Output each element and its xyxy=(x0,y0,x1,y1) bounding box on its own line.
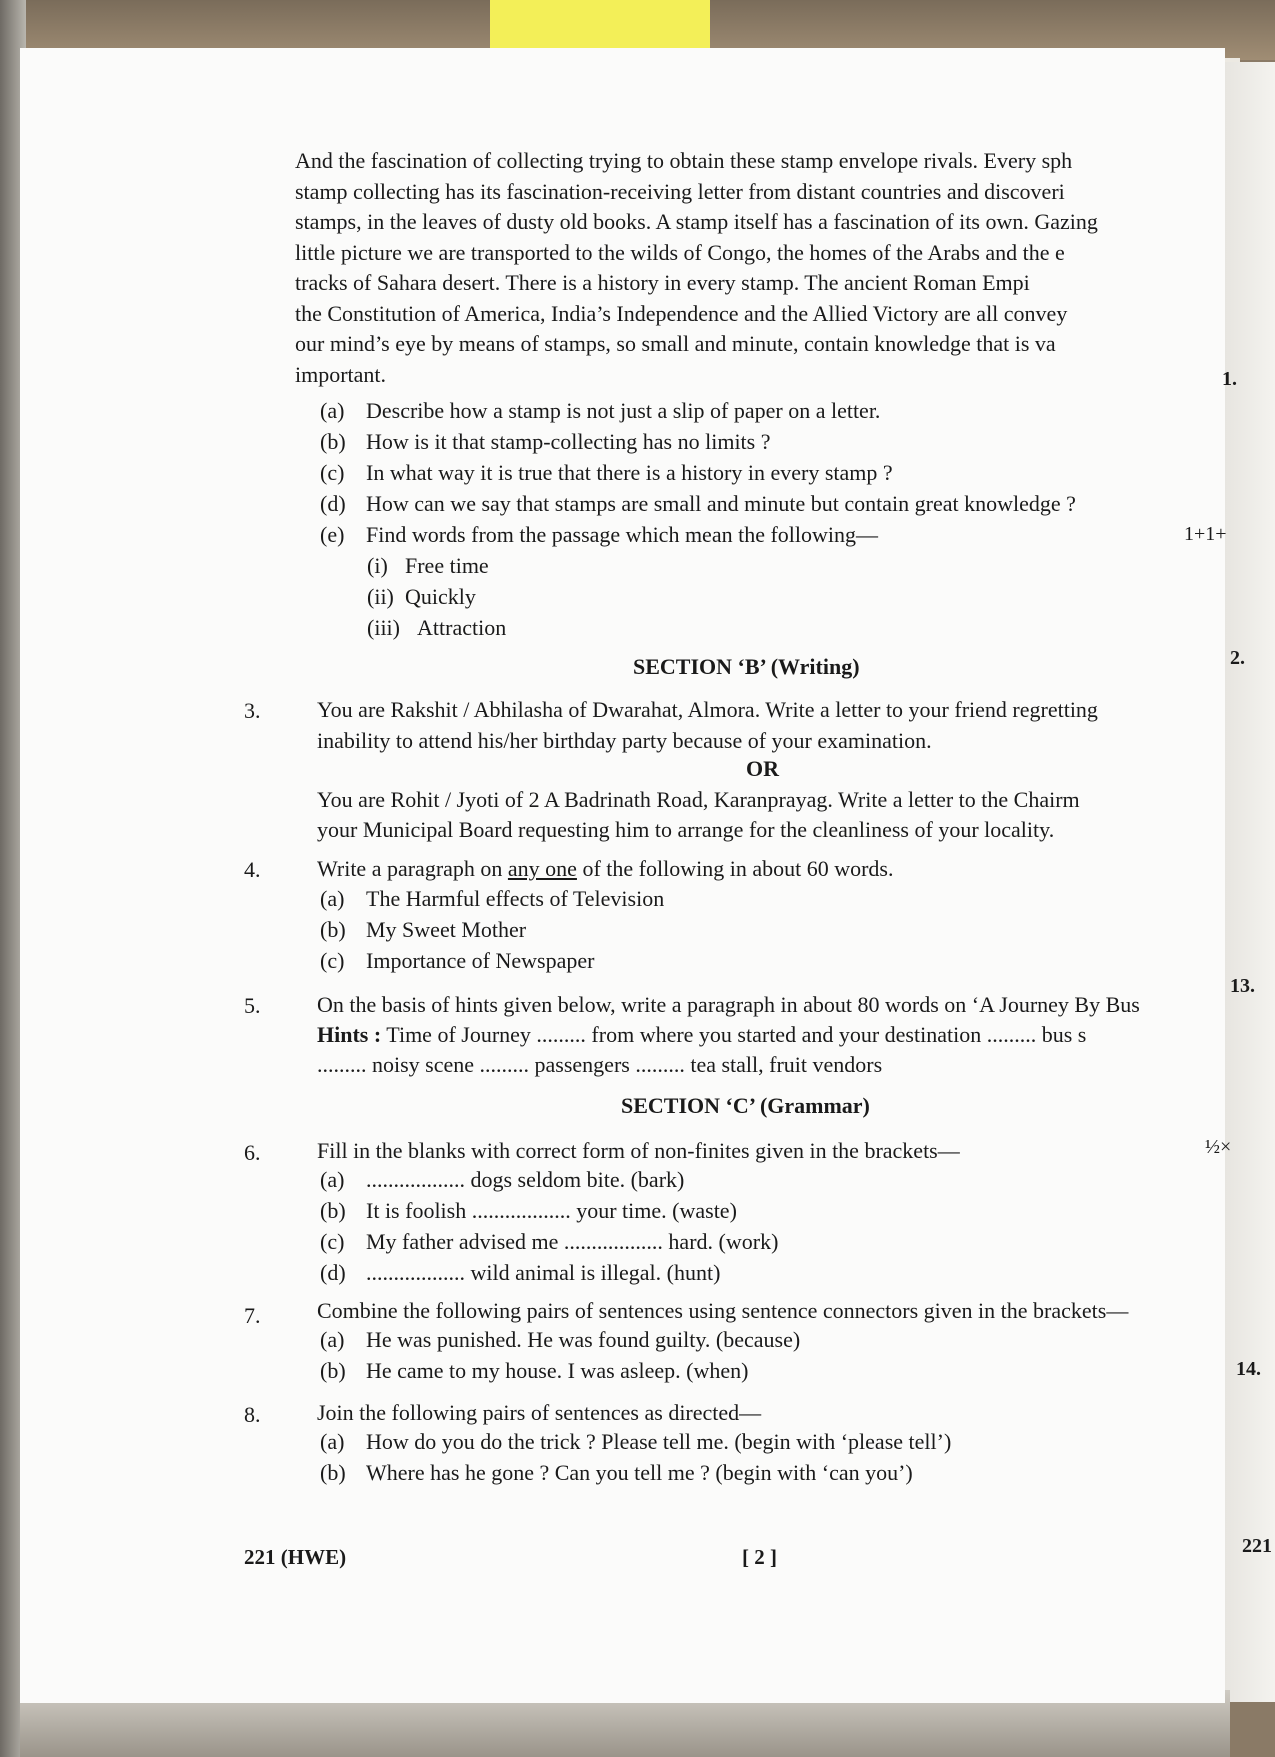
passage xyxy=(295,146,1225,390)
exam-page xyxy=(20,48,1232,1703)
q6-number: 6. xyxy=(244,1140,261,1165)
edge-number: 221 xyxy=(1242,1535,1272,1557)
page-number: [ 2 ] xyxy=(742,1545,777,1569)
q8-item: (a) How do you do the trick ? Please tell me. (begin with ‘please tell’) xyxy=(320,1429,952,1454)
q8-text: Join the following pairs of sentences as directed— xyxy=(317,1400,762,1425)
passage-line: tracks of Sahara desert. There is a history in every stamp. The ancient Roman Empi xyxy=(295,270,1030,295)
q6-item: (a) .................. dogs seldom bite. (bark) xyxy=(320,1167,685,1192)
q4-text: Write a paragraph on any one of the following in about 60 words. xyxy=(317,856,894,881)
q4-item: (b) My Sweet Mother xyxy=(320,917,527,942)
q4-item: (c) Importance of Newspaper xyxy=(320,948,595,973)
q3-line: inability to attend his/her birthday party because of your examination. xyxy=(317,728,932,753)
passage-line: the Constitution of America, India’s Independence and the Allied Victory are all convey xyxy=(295,300,1068,326)
q5-number: 5. xyxy=(244,993,261,1018)
q2-item: (a) Describe how a stamp is not just a slip of paper on a letter. xyxy=(320,398,881,423)
edge-number: 13. xyxy=(1230,975,1255,997)
section-b-title: SECTION ‘B’ (Writing) xyxy=(633,654,860,679)
passage-line: stamp collecting has its fascination-receiving letter from distant countries and discoveri xyxy=(295,178,1065,204)
passage-line: stamps, in the leaves of dusty old books. A stamp itself has a fascination of its own. Gazing xyxy=(295,209,1098,234)
passage-line: And the fascination of collecting trying to obtain these stamp envelope rivals. Every sph xyxy=(295,148,1073,173)
marks-label: ½× xyxy=(1205,1136,1232,1158)
q7-item: (a) He was punished. He was found guilty. (because) xyxy=(320,1327,801,1352)
q6-item: (c) My father advised me .................. hard. (work) xyxy=(320,1229,779,1254)
q6-item: (d) .................. wild animal is illegal. (hunt) xyxy=(320,1260,721,1285)
passage-line: important. xyxy=(295,361,387,387)
section-c-title: SECTION ‘C’ (Grammar) xyxy=(621,1093,870,1118)
edge-number: 14. xyxy=(1236,1358,1261,1380)
q2-subitem: (ii) Quickly xyxy=(367,584,476,609)
passage-line: our mind’s eye by means of stamps, so small and minute, contain knowledge that is va xyxy=(295,331,1056,356)
or-divider: OR xyxy=(746,756,779,781)
q3-line: You are Rohit / Jyoti of 2 A Badrinath Road, Karanprayag. Write a letter to the Chairm xyxy=(317,787,1080,812)
paper-code: 221 (HWE) xyxy=(244,1545,347,1569)
q5-hints: Hints : Time of Journey ......... from where you started and your destination ......... bus s xyxy=(317,1022,1087,1047)
q3-line: your Municipal Board requesting him to arrange for the cleanliness of your locality. xyxy=(317,817,1055,842)
q3-number: 3. xyxy=(244,698,261,723)
q2-item: (b) How is it that stamp-collecting has no limits ? xyxy=(320,429,771,454)
q5-line: On the basis of hints given below, write a paragraph in about 80 words on ‘A Journey By Bus xyxy=(317,992,1140,1017)
q8-number: 8. xyxy=(244,1402,261,1427)
q7-number: 7. xyxy=(244,1303,261,1328)
passage-line: little picture we are transported to the wilds of Congo, the homes of the Arabs and the e xyxy=(295,239,1065,265)
q2-item: (e) Find words from the passage which mean the following— xyxy=(320,522,879,547)
q6-text: Fill in the blanks with correct form of non-finites given in the brackets— xyxy=(317,1138,960,1163)
q2-subitem: (iii) Attraction xyxy=(367,615,507,640)
q7-item: (b) He came to my house. I was asleep. (when) xyxy=(320,1358,749,1383)
q6-item: (b) It is foolish .................. your time. (waste) xyxy=(320,1198,737,1223)
q5-line: ......... noisy scene ......... passengers ......... tea stall, fruit vendors xyxy=(317,1052,883,1077)
q7-text: Combine the following pairs of sentences using sentence connectors given in the brackets— xyxy=(317,1298,1129,1323)
q4-item: (a) The Harmful effects of Television xyxy=(320,886,665,911)
edge-number: 1. xyxy=(1222,368,1237,390)
q2-subitem: (i) Free time xyxy=(367,553,489,578)
marks-label: 1+1+ xyxy=(1184,523,1227,545)
edge-number: 2. xyxy=(1230,647,1245,669)
q4-number: 4. xyxy=(244,857,261,882)
q2-item: (c) In what way it is true that there is a history in every stamp ? xyxy=(320,460,893,485)
q8-item: (b) Where has he gone ? Can you tell me ? (begin with ‘can you’) xyxy=(320,1460,913,1485)
q2-item: (d) How can we say that stamps are small and minute but contain great knowledge ? xyxy=(320,491,1076,516)
q3-line: You are Rakshit / Abhilasha of Dwarahat, Almora. Write a letter to your friend regretting xyxy=(317,697,1098,722)
